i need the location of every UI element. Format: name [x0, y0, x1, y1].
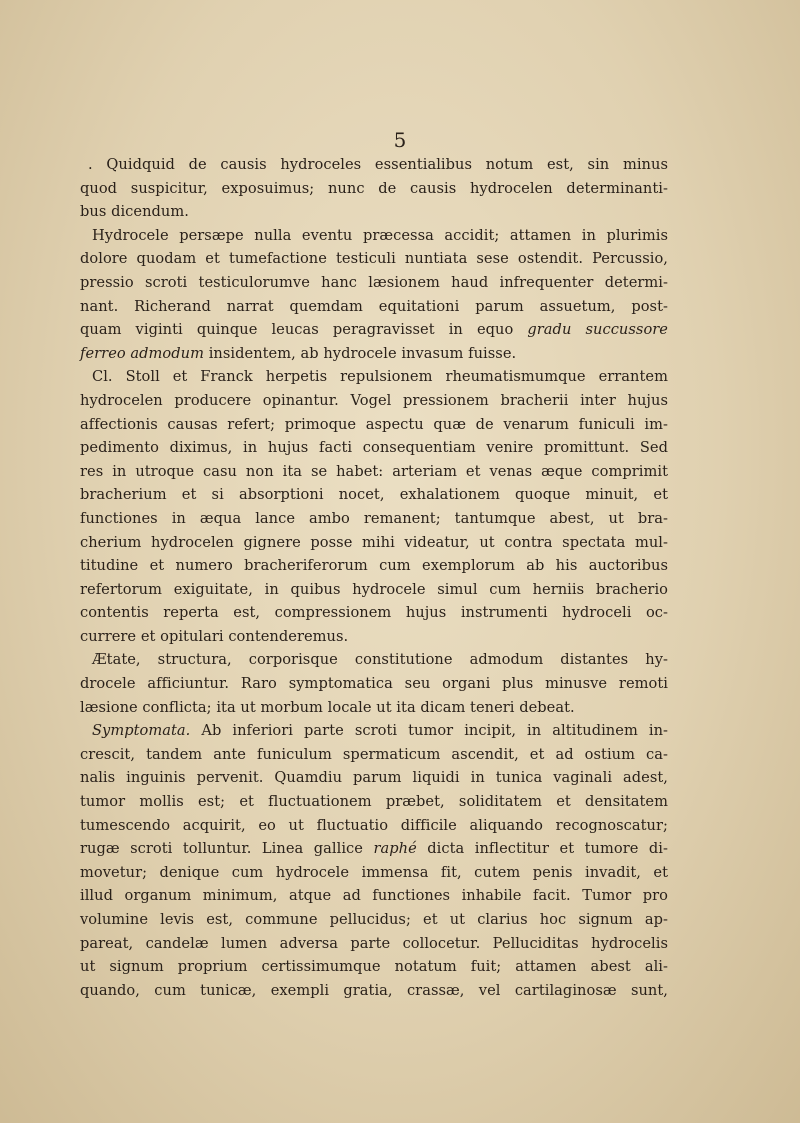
text-line: currere et opitulari contenderemus.: [80, 627, 349, 645]
text-line: Hydrocele persæpe nulla eventu præcessa accidit; attamen in plurimis: [92, 226, 668, 244]
paragraph-5: [80, 719, 668, 1002]
text-fragment: dicta inflectitur et tumore di-: [416, 840, 668, 858]
text-fragment: Ab inferiori parte scroti tumor incipit, in altitudinem in-: [190, 722, 668, 740]
text-line: quando, cum tunicæ, exempli gratia, crassæ, vel cartilaginosæ sunt,: [80, 981, 668, 999]
text-line: titudine et numero bracheriferorum cum exemplorum ab his auctoribus: [80, 557, 668, 575]
text-line: [80, 719, 668, 743]
text-line: affectionis causas refert; primoque aspectu quæ de venarum funiculi im-: [80, 415, 668, 433]
italic-phrase: gradu succussore: [527, 321, 668, 339]
text-line: nalis inguinis pervenit. Quamdiu parum liquidi in tunica vaginali adest,: [80, 769, 668, 787]
text-line: quod suspicitur, exposuimus; nunc de causis hydrocelen determinanti-: [80, 179, 668, 197]
text-line: bracherium et si absorptioni nocet, exhalationem quoque minuit, et: [80, 486, 668, 504]
text-line: pedimento diximus, in hujus facti consequentiam venire promittunt. Sed: [80, 439, 668, 457]
text-line: bus dicendum.: [80, 203, 189, 221]
text-line: pressio scroti testiculorumve hanc læsionem haud infrequenter determi-: [80, 273, 668, 291]
text-line: movetur; denique cum hydrocele immensa fit, cutem penis invadit, et: [80, 863, 668, 881]
text-line: refertorum exiguitate, in quibus hydrocele simul cum herniis bracherio: [80, 580, 668, 598]
text-line: læsione conflicta; ita ut morbum locale ut ita dicam teneri debeat.: [80, 698, 575, 716]
text-line: tumor mollis est; et fluctuationem præbet, soliditatem et densitatem: [80, 793, 668, 811]
text-line: dolore quodam et tumefactione testiculi nuntiata sese ostendit. Percussio,: [80, 250, 668, 268]
text-line: tumescendo acquirit, eo ut fluctuatio difficile aliquando recognoscatur;: [80, 816, 668, 834]
text-line: illud organum minimum, atque ad functiones inhabile facit. Tumor pro: [80, 887, 668, 905]
italic-phrase: Symptomata.: [92, 722, 191, 740]
text-line: res in utroque casu non ita se habet: arteriam et venas æque comprimit: [80, 462, 668, 480]
text-line: cherium hydrocelen gignere posse mihi videatur, ut contra spectata mul-: [80, 533, 668, 551]
text-line: Cl. Stoll et Franck herpetis repulsionem rheumatismumque errantem: [92, 368, 668, 386]
text-line: drocele afficiuntur. Raro symptomatica seu organi plus minusve remoti: [80, 675, 668, 693]
text-line: Ætate, structura, corporisque constitutione admodum distantes hy-: [92, 651, 668, 669]
text-line: crescit, tandem ante funiculum spermaticum ascendit, et ad ostium ca-: [80, 745, 668, 763]
text-line: . Quidquid de causis hydroceles essentialibus notum est, sin minus: [88, 156, 668, 173]
text-line: [80, 318, 668, 342]
text-line: contentis reperta est, compressionem hujus instrumenti hydroceli oc-: [80, 604, 668, 622]
text-fragment: rugæ scroti tolluntur. Linea gallice: [80, 840, 374, 858]
text-fragment: insidentem, ab hydrocele invasum fuisse.: [204, 344, 517, 362]
paragraph-4: [80, 648, 668, 719]
text-line: nant. Richerand narrat quemdam equitationi parum assuetum, post-: [80, 297, 668, 315]
italic-phrase: raphé: [373, 840, 417, 858]
text-line: pareat, candelæ lumen adversa parte collocetur. Pelluciditas hydrocelis: [80, 934, 668, 952]
paragraph-1: [80, 153, 668, 224]
text-line: [80, 837, 668, 861]
text-line: ut signum proprium certissimumque notatum fuit; attamen abest ali-: [80, 958, 668, 976]
text-line: [80, 342, 668, 366]
paragraph-3: [80, 365, 668, 648]
paragraph-2: [80, 224, 668, 366]
body-text: [80, 153, 668, 1002]
italic-phrase: ferreo admodum: [80, 344, 204, 362]
text-line: functiones in æqua lance ambo remanent; tantumque abest, ut bra-: [80, 509, 668, 527]
page-number: 5: [393, 128, 407, 152]
text-line: hydrocelen producere opinantur. Vogel pressionem bracherii inter hujus: [80, 391, 668, 409]
text-fragment: quam viginti quinque leucas peragravisset in equo: [80, 321, 528, 339]
text-line: volumine levis est, commune pellucidus; et ut clarius hoc signum ap-: [80, 911, 668, 928]
